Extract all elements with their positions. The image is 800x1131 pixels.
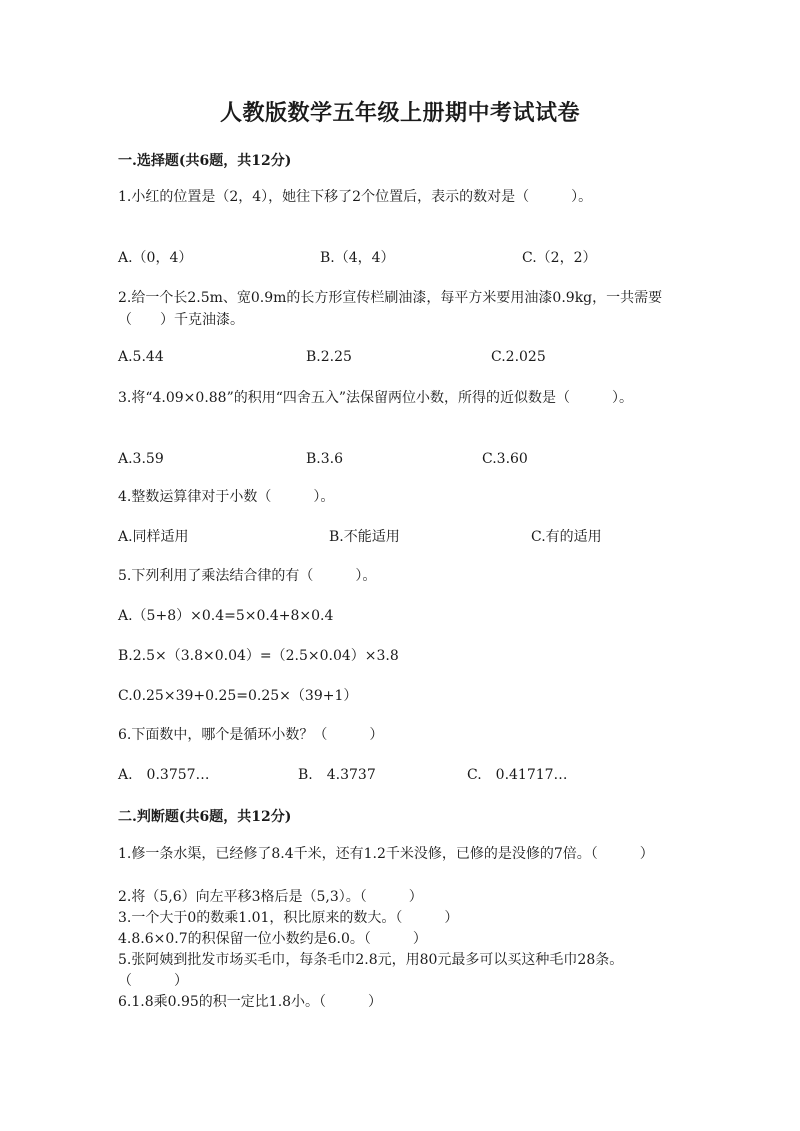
q2-option-c: C.2.025 <box>491 349 546 365</box>
q6-option-a: A. 0.3757… <box>118 767 210 783</box>
question-4: 4.整数运算律对于小数（ ）。 <box>118 489 335 505</box>
exam-title: 人教版数学五年级上册期中考试试卷 <box>219 100 580 126</box>
tf-item-2: 2.将（5,6）向左平移3格后是（5,3）。（ ） <box>118 889 423 905</box>
question-1: 1.小红的位置是（2，4），她往下移了2个位置后，表示的数对是（ ）。 <box>118 189 593 205</box>
q1-option-c: C.（2，2） <box>522 250 597 266</box>
tf-item-3: 3.一个大于0的数乘1.01，积比原来的数大。（ ） <box>118 910 459 926</box>
q1-option-b: B.（4，4） <box>320 250 395 266</box>
q2-option-b: B.2.25 <box>306 349 352 365</box>
tf-item-5: 5.张阿姨到批发市场买毛巾，每条毛巾2.8元，用80元最多可以买这种毛巾28条。（ ） <box>118 952 624 989</box>
q3-option-c: C.3.60 <box>482 451 528 467</box>
q3-option-a: A.3.59 <box>118 451 164 467</box>
q5-option-c: C.0.25×39+0.25=0.25×（39+1） <box>118 688 358 704</box>
q6-option-b: B. 4.3737 <box>298 767 376 783</box>
q3-option-b: B.3.6 <box>306 451 344 467</box>
section-heading-multiple-choice: 一.选择题(共6题，共12分) <box>118 153 292 169</box>
tf-item-1: 1.修一条水渠，已经修了8.4千米，还有1.2千米没修，已修的是没修的7倍。（ ） <box>118 846 654 862</box>
question-6: 6.下面数中，哪个是循环小数？（ ） <box>118 727 384 743</box>
question-5: 5.下列利用了乘法结合律的有（ ）。 <box>118 568 377 584</box>
question-2: 2.给一个长2.5m、宽0.9m的长方形宣传栏刷油漆，每平方米要用油漆0.9kg，一共需要（ ）千克油漆。 <box>118 290 663 328</box>
q4-option-c: C.有的适用 <box>531 529 602 545</box>
q5-option-a: A.（5+8）×0.4=5×0.4+8×0.4 <box>118 608 334 624</box>
q1-option-a: A.（0，4） <box>118 250 193 266</box>
question-3: 3.将“4.09×0.88”的积用“四舍五入”法保留两位小数，所得的近似数是（ ）。 <box>118 390 634 406</box>
q6-option-c: C. 0.41717… <box>467 767 568 783</box>
q5-option-b: B.2.5×（3.8×0.04）=（2.5×0.04）×3.8 <box>118 648 399 664</box>
tf-item-4: 4.8.6×0.7的积保留一位小数约是6.0。（ ） <box>118 931 427 947</box>
tf-item-6: 6.1.8乘0.95的积一定比1.8小。（ ） <box>118 994 383 1010</box>
q4-option-b: B.不能适用 <box>329 529 400 545</box>
section-heading-true-false: 二.判断题(共6题，共12分) <box>118 809 292 825</box>
q2-option-a: A.5.44 <box>118 349 164 365</box>
q4-option-a: A.同样适用 <box>118 529 189 545</box>
